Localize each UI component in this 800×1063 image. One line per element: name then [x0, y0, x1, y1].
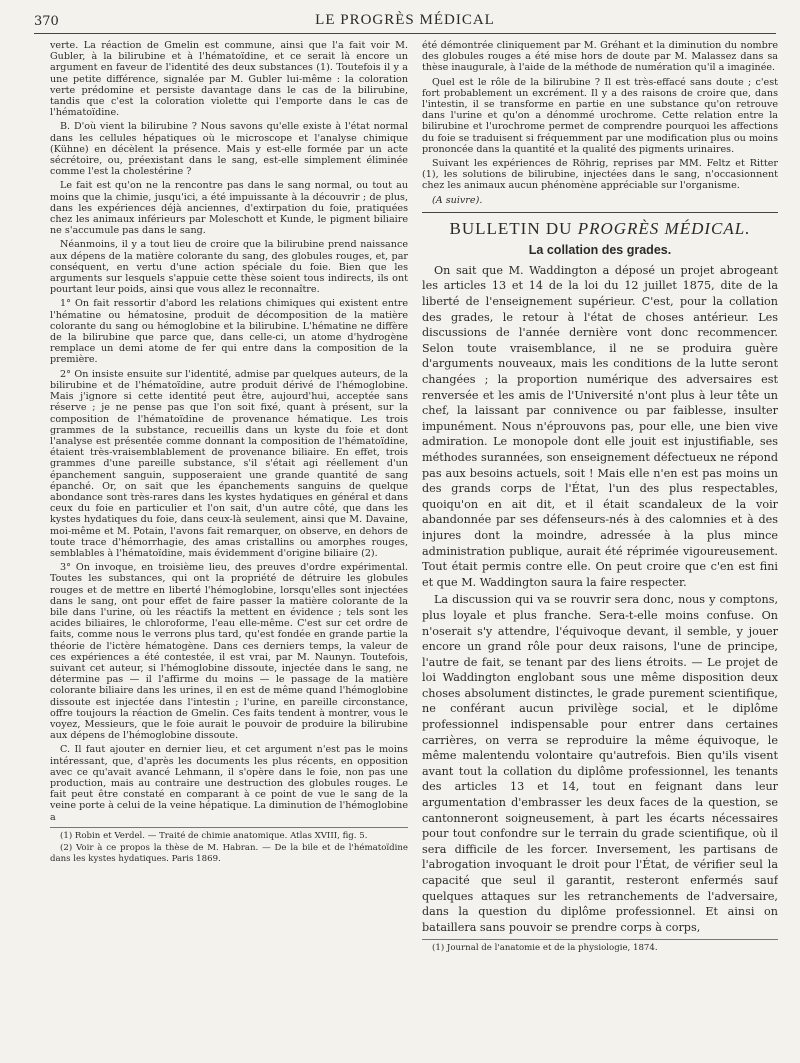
bulletin-title-prefix: BULLETIN DU — [449, 218, 573, 238]
footnote: (1) Journal de l'anatomie et de la physiologie, 1874. — [432, 943, 658, 954]
right-paragraph: Quel est le rôle de la bilirubine ? Il est très-effacé sans doute ; c'est fort probablement un excrément. Il y a des raisons de croire que, dans l'intestin, il se transforme en partie en une substance qu'on retrouve dans l'urine et qu'on a dénommé urochrome. Cette relation entre la bilirubine et l'urochrome permet de comprendre pourquoi les affections du foie se traduisent si fréquemment par une modification plus ou moins prononcée dans la quantité et la qualité des pigments urinaires. — [422, 76, 778, 155]
header-rule — [34, 33, 776, 34]
right-paragraph: Suivant les expériences de Röhrig, reprises par MM. Feltz et Ritter (1), les solutions de bilirubine, injectées dans le sang, n'occasionnent chez les animaux aucun phénomène appréciable sur l'organisme. — [422, 158, 778, 192]
left-paragraph: 2° On insiste ensuite sur l'identité, admise par quelques auteurs, de la bilirubine et de l'hématoïdine, autre produit dérivé de l'hémoglobine. Mais j'ignore si cette identité peut être, aujourd'hui, acceptée sans réserve ; je ne pense pas que l'on soit fixé, quant à présent, sur la composition de l'hématoïdine de provenance hématique. Les trois grammes de la substance, recueillis dans un kyste du foie et dont l'analyse est présentée comme donnant la composition de l'hématoïdine, étaient très-vraisemblablement de provenance biliaire. En effet, trois grammes d'une pareille substance, s'il s'était agi réellement d'un épanchement sanguin, supposeraient une grande quantité de sang épanché. Or, on sait que les épanchements sanguins de quelque abondance sont très-rares dans les kystes hydatiques en général et dans ceux du foie en particulier et l'on sait, d'un autre côté, que dans les kystes hydatiques du foie, dans ceux-là seulement, ainsi que M. Davaine, moi-même et M. Potain, l'avons fait remarquer, on observe, en dehors de toute trace d'hémorrhagie, des amas cristallins ou amorphes rouges, semblables à l'hématoïdine, mais évidemment d'origine biliaire (2). — [50, 368, 408, 559]
left-paragraph: 3° On invoque, en troisième lieu, des preuves d'ordre expérimental. Toutes les substances, qui ont la propriété de détruire les globules rouges et de mettre en liberté l'hémoglobine, lorsqu'elles sont injectées dans le sang, ont pour effet de faire passer la matière colorante de la bile dans l'urine, où les réactifs la mettent en évidence ; tels sont les acides biliaires, le chloroforme, l'eau elle-même. C'est sur cet ordre de faits, comme nous le verrons plus tard, qu'est fondée en grande partie la théorie de l'ictère hématogène. Dans ces derniers temps, la valeur de ces expériences a été contestée, il est vrai, par M. Naunyn. Toutefois, suivant cet auteur, si l'hémoglobine dissoute, injectée dans le sang, ne détermine pas — il l'affirme du moins — le passage de la matière colorante biliaire dans les urines, il en est de même quand l'hémoglobine dissoute est injectée dans l'intestin ; l'urine, en pareille circonstance, offre toujours la réaction de Gmelin. Ces faits tendent à montrer, vous le voyez, Messieurs, que le foie aurait le pouvoir de produire la bilirubine aux dépens de l'hémoglobine dissoute. — [50, 562, 408, 742]
right-paragraph: été démontrée cliniquement par M. Gréhant et la diminution du nombre des globules rouges a été mise hors de doute par M. Malassez dans sa thèse inaugurale, à l'aide de la méthode de numération qu'il a imaginée. — [422, 40, 778, 74]
left-paragraph: C. Il faut ajouter en dernier lieu, et cet argument n'est pas le moins intéressant, que, d'après les documents les plus récents, en opposition avec ce qu'avait avancé Lehmann, il s'opère dans le foie, non pas une production, mais au contraire une destruction des globules rouges. Le fait peut être constaté en comparant à ce point de vue le sang de la veine porte à celui de la veine hépatique. La diminution de l'hémoglobine a — [50, 744, 408, 823]
page-number: 370 — [34, 14, 59, 29]
bulletin-paragraph: On sait que M. Waddington a déposé un projet abrogeant les articles 13 et 14 de la loi du 12 juillet 1875, dite de la liberté de l'enseignement supérieur. C'est, pour la collation des grades, le retour à l'état de choses antérieur. Les discussions de l'année dernière vont donc recommencer. Selon toute vraisemblance, il ne se produira guère d'arguments nouveaux, mais les conditions de la lutte seront changées ; la proportion numérique des adversaires est renversée et les amis de l'Université n'ont plus à leur tête un chef, la laissant par connivence ou par faiblesse, insulter impunément. Nous n'éprouvons pas, pour elle, une bien vive admiration. Le monopole dont elle jouit est injustifiable, ses méthodes surannées, son enseignement défectueux ne répond pas aux besoins actuels, soit ! Mais elle n'en est pas moins un des grands corps de l'État, l'un des plus respectables, quoiqu'on en ait dit, et il était scandaleux de la voir abandonnée par ses défenseurs-nés à des calomnies et à des injures dont la moindre, adressée à la plus mince administration publique, aurait été réprimée vigoureusement. Tout était permis contre elle. On peut croire que c'en est fini et que M. Waddington saura la faire respecter. — [422, 263, 778, 589]
footnote: (2) Voir à ce propos la thèse de M. Habran. — De la bile et de l'hématoïdine dans les kystes hydatiques. Paris 1869. — [50, 843, 408, 864]
left-paragraph: Le fait est qu'on ne la rencontre pas dans le sang normal, ou tout au moins que la chimie, jusqu'ici, a été impuissante à la découvrir ; de plus, dans les expériences déjà anciennes, d'extirpation du foie, pratiquées chez les animaux inférieurs par Moleschott et Kunde, le pigment biliaire ne s'accumule pas dans le sang. — [50, 180, 408, 237]
section-rule — [422, 212, 778, 213]
article-continuation — [422, 40, 778, 206]
left-paragraph: 1° On fait ressortir d'abord les relations chimiques qui existent entre l'hématine ou hématosine, produit de décomposition de la matière colorante du sang ou hémoglobine et la bilirubine. L'hématine ne diffère de la bilirubine que parce que, dans celle-ci, un atome d'hydrogène remplace un demi atome de fer qui entre dans la composition de la première. — [50, 298, 408, 366]
left-paragraph: Néanmoins, il y a tout lieu de croire que la bilirubine prend naissance aux dépens de la matière colorante du sang, des globules rouges, et, par conséquent, en vertu d'une action spéciale du foie. Bien que les arguments sur lesquels s'appuie cette thèse soient tous indirects, ils ont pourtant leur poids, ainsi que vous allez le reconnaître. — [50, 239, 408, 296]
footnote: (1) Robin et Verdel. — Traité de chimie anatomique. Atlas XVIII, fig. 5. — [60, 830, 368, 841]
left-column — [50, 40, 408, 1030]
bulletin-title — [422, 219, 778, 239]
bulletin-body — [422, 263, 778, 936]
to-be-continued: (A suivre). — [432, 194, 483, 206]
left-paragraph: B. D'où vient la bilirubine ? Nous savons qu'elle existe à l'état normal dans les cellules hépatiques où le microscope et l'analyse chimique (Kühne) en décèlent la présence. Mais y est-elle formée par un acte sécrétoire, ou, préexistant dans le sang, est-elle simplement éliminée comme l'est la cholestérine ? — [50, 121, 408, 178]
right-column — [422, 40, 778, 1030]
bulletin-subtitle: La collation des grades. — [528, 242, 672, 257]
journal-title: LE PROGRÈS MÉDICAL — [315, 12, 495, 28]
bulletin-title-italic: PROGRÈS MÉDICAL. — [577, 218, 751, 238]
right-footnotes — [422, 939, 778, 953]
left-footnotes — [50, 827, 408, 864]
bulletin-paragraph: La discussion qui va se rouvrir sera donc, nous y comptons, plus loyale et plus franche. Sera-t-elle moins confuse. On n'oserait s'y attendre, l'équivoque devant, il semble, y jouer encore un grand rôle pour deux raisons, l'une de principe, l'autre de fait, se tenant par des liens étroits. — Le projet de loi Waddington englobant sous une même disposition deux choses absolument distinctes, le grade purement scientifique, ne conférant aucun privilège social, et le diplôme professionnel indispensable pour entrer dans certaines carrières, on verra se reproduire la même équivoque, le même malentendu volontaire qu'autrefois. Bien qu'ils visent avant tout la collation du diplôme professionnel, les tenants des articles 13 et 14, tout en feignant dans leur argumentation d'embrasser les deux faces de la question, se cantonneront soigneusement, à part les écarts nécessaires pour tout confondre sur le terrain du grade scientifique, où il sera difficile de les forcer. Inversement, les partisans de l'abrogation invoquant le droit pour l'État, de vérifier seul la capacité que seul il garantit, resteront enfermés sauf quelques attaques sur les retranchements de l'adversaire, dans la question du diplôme professionnel. Et ainsi on bataillera sans pouvoir se prendre corps à corps, — [422, 593, 778, 934]
left-paragraph: verte. La réaction de Gmelin est commune, ainsi que l'a fait voir M. Gubler, à la bilirubine et à l'hématoïdine, et ce serait là encore un argument en faveur de l'identité des deux substances (1). Toutefois il y a une petite différence, signalée par M. Gubler lui-même : la coloration verte prédomine et persiste davantage dans le cas de la bilirubine, tandis que c'est la coloration violette qui l'emporte dans le cas de l'hématoïdine. — [50, 40, 408, 119]
